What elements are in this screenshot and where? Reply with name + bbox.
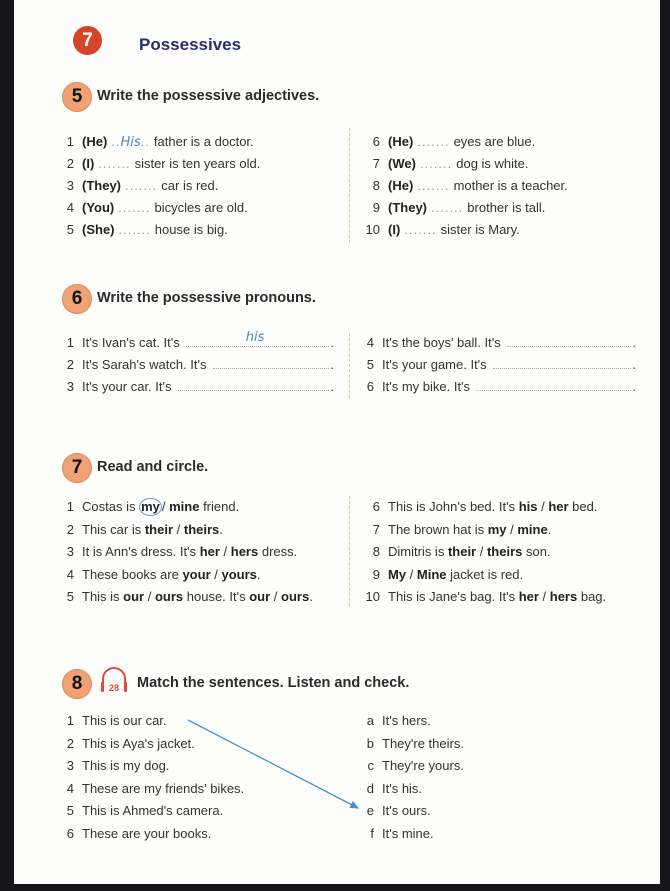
sentence-text: It's ours. (382, 803, 431, 818)
sentence-text: / (161, 499, 170, 514)
item-letter: b (366, 735, 374, 751)
answer-blank[interactable]: ....... (118, 222, 151, 237)
choice-option[interactable]: theirs (183, 521, 220, 537)
sentence-rest: father is a doctor. (153, 134, 254, 149)
answer-blank[interactable]: ....... (118, 200, 151, 215)
item-letter: f (370, 825, 374, 841)
item-number: 4 (366, 335, 374, 350)
choice-option[interactable]: our (249, 589, 271, 604)
item-number: 1 (66, 134, 74, 149)
sentence-text: This is Ahmed's camera. (82, 803, 224, 818)
choice-option[interactable]: My (388, 566, 407, 582)
sentence-text: These are my friends' bikes. (82, 780, 245, 796)
svg-text:28: 28 (108, 683, 120, 693)
item-number: 6 (366, 379, 374, 394)
handwritten-answer: his (245, 330, 265, 345)
sentence-text: . (309, 589, 313, 604)
exercise-6-item: 5 It's your game. It's . (366, 355, 636, 375)
item-number: 3 (66, 379, 74, 394)
exercise-5-badge: 5 (62, 82, 92, 112)
item-number: 5 (366, 357, 374, 372)
subject-pronoun: (You) (82, 200, 115, 215)
answer-blank[interactable]: ....... (431, 200, 464, 215)
item-number: 2 (66, 521, 74, 537)
sentence-text: . (219, 521, 223, 537)
item-number: 10 (365, 589, 380, 604)
sentence-text: This is Aya's jacket. (82, 735, 195, 751)
choice-option[interactable]: her (518, 589, 539, 604)
sentence-text: It's hers. (382, 713, 431, 728)
exercise-8-title: Match the sentences. Listen and check. (137, 675, 410, 691)
sentence-text: It's your game. It's (382, 357, 487, 372)
subject-pronoun: (She) (82, 222, 115, 237)
item-number: 3 (66, 758, 74, 773)
item-number: 9 (372, 200, 380, 215)
sentence-rest: dog is white. (456, 156, 529, 171)
item-number: 1 (66, 499, 74, 514)
item-number: 9 (372, 566, 380, 582)
item-letter: e (366, 803, 374, 818)
item-number: 2 (66, 357, 74, 372)
answer-blank[interactable]: ....... (419, 156, 453, 171)
sentence-text: It is Ann's dress. It's (82, 544, 200, 559)
item-number: 2 (66, 735, 74, 751)
exercise-6-item: 6 It's my bike. It's . (366, 377, 636, 397)
item-number: 6 (372, 134, 380, 149)
sentence-text: This is John's bed. It's (388, 499, 519, 514)
item-number: 5 (66, 222, 74, 237)
answer-blank[interactable]: ....... (404, 222, 437, 237)
item-letter: a (366, 713, 374, 728)
item-number: 3 (66, 544, 74, 559)
sentence-rest: sister is Mary. (440, 222, 520, 237)
choice-option[interactable]: her (199, 544, 220, 559)
answer-blank[interactable]: ....... (98, 156, 131, 171)
answer-blank[interactable]: ....... (125, 178, 158, 193)
subject-pronoun: (I) (82, 156, 95, 171)
choice-option[interactable]: hers (549, 589, 578, 604)
sentence-text: jacket is red. (446, 566, 524, 582)
choice-option[interactable]: yours (221, 566, 257, 582)
sentence-text: bag. (577, 589, 607, 604)
choice-option[interactable]: mine (169, 499, 200, 514)
choice-option[interactable]: their (144, 521, 174, 537)
sentence-text: dress. (258, 544, 298, 559)
choice-option[interactable]: Mine (416, 566, 447, 582)
sentence-text: / (538, 589, 550, 604)
choice-option[interactable]: ours (281, 589, 310, 604)
item-number: 4 (66, 566, 74, 582)
item-number: 5 (66, 589, 74, 604)
choice-option[interactable]: theirs (486, 544, 523, 559)
subject-pronoun: (He) (388, 134, 414, 149)
exercise-5-title: Write the possessive adjectives. (97, 88, 320, 104)
sentence-rest: eyes are blue. (453, 134, 536, 149)
sentence-text: They're yours. (382, 758, 464, 773)
choice-option[interactable]: ours (154, 589, 184, 604)
exercise-6-item: 1 It's Ivan's cat. It's his . (66, 333, 334, 353)
choice-option[interactable]: our (123, 589, 145, 604)
item-letter: d (366, 780, 374, 796)
exercise-6-item: 2 It's Sarah's watch. It's . (66, 355, 334, 375)
sentence-text: / (219, 544, 231, 559)
sentence-text: friend. (199, 499, 240, 514)
choice-option[interactable]: mine (517, 521, 548, 537)
choice-option[interactable]: my (487, 521, 507, 537)
exercise-8-badge: 8 (62, 669, 92, 699)
item-number: 1 (66, 713, 74, 728)
unit-title: Possessives (139, 35, 242, 54)
sentence-text: / (270, 589, 282, 604)
subject-pronoun: (He) (82, 134, 108, 149)
sentence-text: son. (522, 544, 551, 559)
subject-pronoun: (I) (388, 222, 401, 237)
answer-blank[interactable]: ..His.. (111, 134, 150, 150)
sentence-text: It's my bike. It's (382, 379, 471, 394)
sentence-text: The brown hat is (388, 521, 488, 537)
sentence-rest: brother is tall. (467, 200, 546, 215)
item-number: 4 (66, 780, 74, 796)
subject-pronoun: (He) (388, 178, 414, 193)
sentence-text: This is Jane's bag. It's (388, 589, 519, 604)
sentence-text: This is my dog. (82, 758, 170, 773)
sentence-text: . (547, 521, 552, 537)
sentence-rest: bicycles are old. (154, 200, 248, 215)
sentence-text: They're theirs. (382, 735, 464, 751)
sentence-rest: car is red. (161, 178, 219, 193)
item-number: 6 (372, 499, 380, 514)
item-number: 7 (372, 156, 380, 171)
sentence-text: It's his. (382, 780, 423, 796)
sentence-text: . (256, 566, 261, 582)
sentence-text: This is (82, 589, 124, 604)
sentence-text: It's Sarah's watch. It's (82, 357, 207, 372)
item-number: 6 (66, 825, 74, 841)
item-number: 4 (66, 200, 74, 215)
sentence-text: This car is (82, 521, 145, 537)
sentence-text: Dimitris is (388, 544, 448, 559)
sentence-text: / (537, 499, 549, 514)
exercise-6-item: 4 It's the boys' ball. It's . (366, 333, 636, 353)
sentence-text: house. It's (183, 589, 250, 604)
subject-pronoun: (We) (388, 156, 416, 171)
sentence-rest: mother is a teacher. (453, 178, 568, 193)
choice-option[interactable]: her (548, 499, 569, 514)
item-number: 3 (66, 178, 74, 193)
sentence-rest: house is big. (154, 222, 228, 237)
choice-option[interactable]: my (141, 499, 160, 514)
sentence-text: This is our car. (82, 713, 167, 728)
item-number: 8 (372, 178, 380, 193)
choice-option[interactable]: their (447, 544, 477, 559)
choice-option[interactable]: your (182, 566, 211, 582)
subject-pronoun: (They) (388, 200, 427, 215)
choice-option[interactable]: hers (230, 544, 259, 559)
exercise-6-badge: 6 (62, 284, 92, 314)
sentence-text: / (173, 521, 184, 537)
subject-pronoun: (They) (82, 178, 121, 193)
item-number: 2 (66, 156, 74, 171)
exercise-7-badge: 7 (62, 453, 92, 483)
exercise-7-title: Read and circle. (97, 459, 209, 475)
item-number: 1 (66, 335, 74, 350)
sentence-text: It's mine. (382, 825, 434, 841)
sentence-text: bed. (568, 499, 598, 514)
sentence-text: These are your books. (82, 825, 212, 841)
sentence-text: These books are (82, 566, 183, 582)
sentence-text: It's your car. It's (82, 379, 172, 394)
item-number: 8 (372, 544, 380, 559)
choice-option[interactable]: his (518, 499, 538, 514)
exercise-6-item: 3 It's your car. It's . (66, 377, 334, 397)
sentence-text: / (506, 521, 518, 537)
sentence-text: It's Ivan's cat. It's (82, 335, 180, 350)
sentence-text: It's the boys' ball. It's (382, 335, 501, 350)
exercise-6-title: Write the possessive pronouns. (97, 290, 316, 306)
answer-blank[interactable]: ....... (417, 134, 450, 149)
sentence-text: / (144, 589, 155, 604)
answer-blank[interactable]: ....... (417, 178, 450, 193)
item-number: 10 (365, 222, 380, 237)
unit-number-badge: 7 (73, 26, 102, 55)
sentence-text: / (476, 544, 487, 559)
item-number: 7 (372, 521, 380, 537)
handwritten-answer: His (120, 135, 141, 150)
sentence-text: / (406, 566, 417, 582)
item-letter: c (367, 758, 374, 773)
sentence-text: / (210, 566, 222, 582)
sentence-rest: sister is ten years old. (134, 156, 261, 171)
item-number: 5 (66, 803, 74, 818)
sentence-text: Costas is (82, 499, 140, 514)
